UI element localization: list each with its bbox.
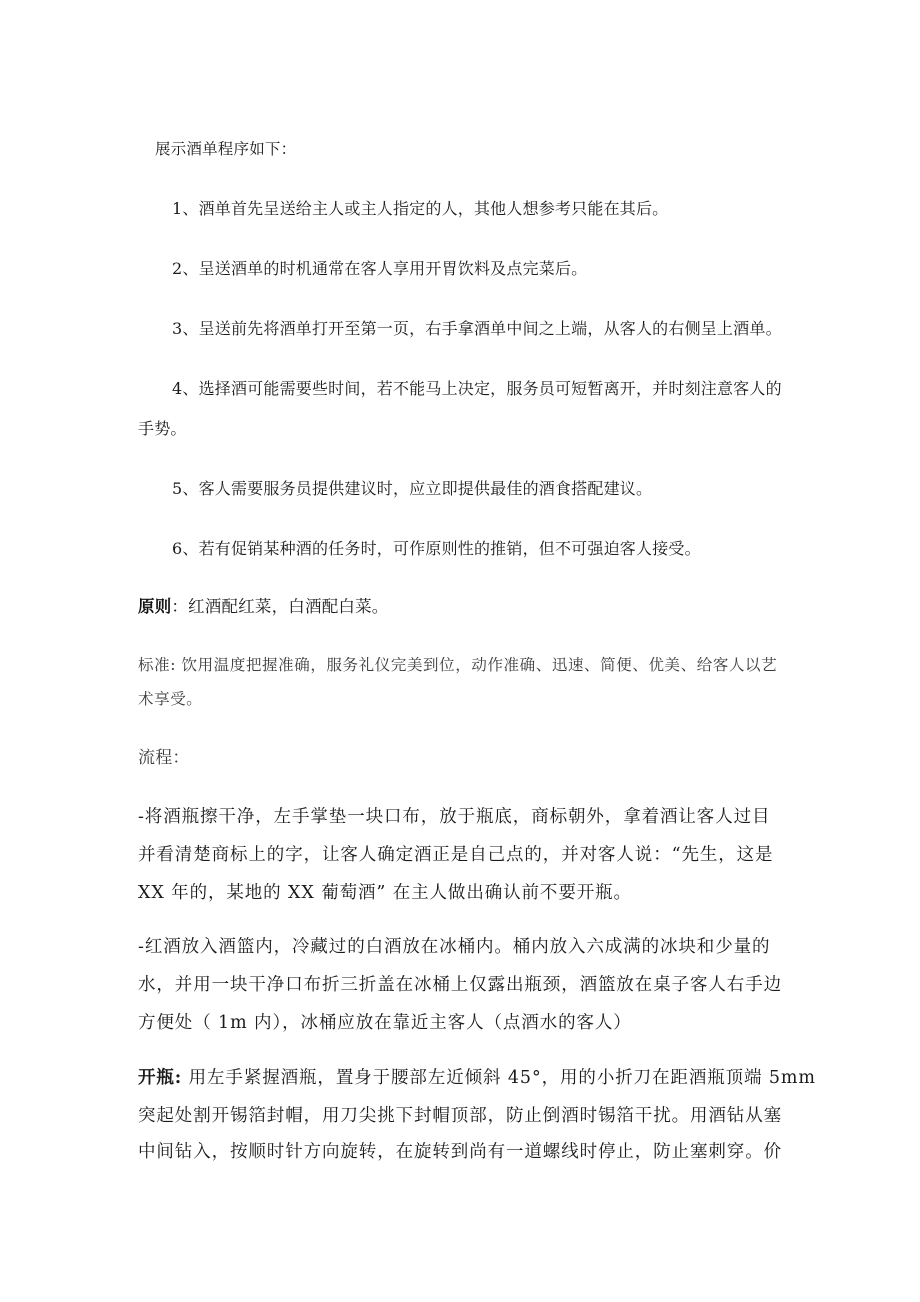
flow-heading: 流程：: [138, 748, 190, 768]
paragraph-3-line-3: 中间钻入，按顺时针方向旋转，在旋转到尚有一道螺线时停止，防止塞刺穿。价: [138, 1142, 782, 1162]
step-4-line-1: 4、选择酒可能需要些时间，若不能马上决定，服务员可短暂离开，并时刻注意客人的: [172, 379, 782, 398]
step-5: 5、客人需要服务员提供建议时，应立即提供最佳的酒食搭配建议。: [172, 479, 653, 498]
paragraph-3-line-1-text: 用左手紧握酒瓶，置身于腰部左近倾斜 45°，用的小折刀在距酒瓶顶端 5mm: [182, 1068, 816, 1088]
principle-line: [138, 597, 389, 617]
paragraph-2-line-2: 水，并用一块干净口布折三折盖在冰桶上仅露出瓶颈，酒篮放在桌子客人右手边: [138, 975, 782, 995]
standard-line-2: 术享受。: [138, 690, 203, 708]
step-6: 6、若有促销某种酒的任务时，可作原则性的推销，但不可强迫客人接受。: [172, 539, 701, 558]
paragraph-2-line-1: -红酒放入酒篮内，冷藏过的白酒放在冰桶内。桶内放入六成满的冰块和少量的: [138, 937, 771, 957]
paragraph-3-line-2: 突起处割开锡箔封帽，用刀尖挑下封帽顶部，防止倒酒时锡箔干扰。用酒钻从塞: [138, 1106, 782, 1126]
paragraph-3-line-1: [138, 1067, 816, 1089]
step-2: 2、呈送酒单的时机通常在客人享用开胃饮料及点完菜后。: [172, 259, 588, 278]
paragraph-2-line-3: 方便处（ 1m 内），冰桶应放在靠近主客人（点酒水的客人）: [138, 1013, 632, 1033]
principle-text: ：红酒配红菜，白酒配白菜。: [171, 597, 389, 616]
step-4-line-2: 手势。: [138, 419, 187, 438]
standard-line-1: 标准: 饮用温度把握准确，服务礼仪完美到位，动作准确、迅速、简便、优美、给客人以艺: [138, 656, 778, 674]
paragraph-1-line-2: 并看清楚商标上的字，让客人确定酒正是自己点的，并对客人说：“先生，这是: [138, 845, 774, 865]
intro-heading: 展示酒单程序如下：: [155, 140, 297, 158]
paragraph-1-line-3: XX 年的，某地的 XX 葡萄酒” 在主人做出确认前不要开瓶。: [138, 883, 632, 903]
paragraph-1-line-1: -将酒瓶擦干净，左手掌垫一块口布，放于瓶底，商标朝外，拿着酒让客人过目: [138, 807, 771, 827]
step-3: 3、呈送前先将酒单打开至第一页，右手拿酒单中间之上端，从客人的右侧呈上酒单。: [172, 319, 782, 338]
open-bottle-label: 开瓶:: [138, 1068, 183, 1088]
principle-label: 原则: [138, 597, 172, 616]
step-1: 1、酒单首先呈送给主人或主人指定的人，其他人想参考只能在其后。: [172, 199, 669, 218]
